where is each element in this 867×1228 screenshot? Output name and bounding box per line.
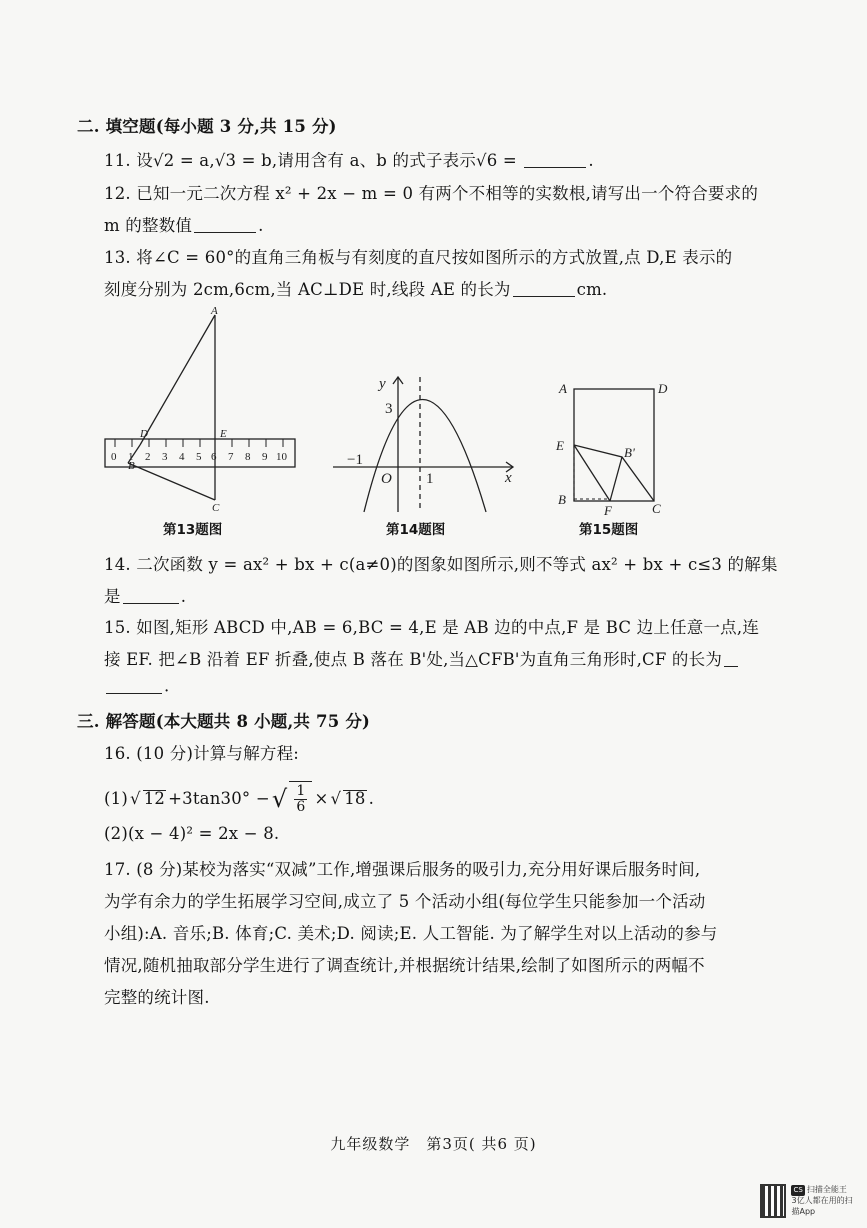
- tick-6: 6: [211, 451, 217, 463]
- fig13-label-a: A: [211, 305, 218, 317]
- segment-fb-prime: [610, 457, 622, 501]
- tick-8: 8: [245, 451, 251, 463]
- scanner-logo: CS: [791, 1185, 804, 1196]
- q16-p1-end: .: [368, 789, 375, 809]
- figure-15: [554, 379, 674, 519]
- tick-9: 9: [262, 451, 268, 463]
- figure-13: [100, 305, 300, 515]
- fraction-numerator: 1: [296, 783, 306, 799]
- question-17-line5: 完整的统计图.: [104, 988, 210, 1007]
- fraction-denominator: 6: [296, 798, 306, 815]
- tick-0: 0: [111, 451, 117, 463]
- question-17-line4: 情况,随机抽取部分学生进行了调查统计,并根据统计结果,绘制了如图所示的两幅不: [104, 956, 705, 975]
- question-15-line3: [104, 676, 169, 696]
- scanner-brand: [791, 1185, 855, 1217]
- q12-end: .: [258, 216, 264, 235]
- times-sign: ×: [314, 789, 329, 809]
- figure-14: [333, 372, 523, 512]
- tick-5: 5: [196, 451, 202, 463]
- question-17-line3: 小组):A. 音乐;B. 体育;C. 美术;D. 阅读;E. 人工智能. 为了解学生对以上活动的参与: [104, 924, 718, 943]
- fig14-label-y: y: [379, 376, 386, 392]
- qr-code-icon: [760, 1184, 786, 1218]
- question-13-line1: 13. 将∠C = 60°的直角三角板与有刻度的直尺按如图所示的方式放置,点 D,E 表示的: [104, 248, 733, 267]
- triangle-side-bc: [128, 463, 215, 500]
- fig13-label-c: C: [212, 502, 220, 514]
- fold-line-eb-c: [574, 445, 654, 501]
- fig13-label-b: B: [128, 460, 135, 472]
- question-14-line2: [104, 583, 186, 607]
- fig13-label-d: D: [140, 428, 148, 440]
- q16-p1-label: (1): [104, 789, 128, 809]
- q15-answer-blank: [106, 676, 162, 694]
- scanner-tagline: 3亿人都在用的扫描App: [791, 1196, 853, 1216]
- sqrt-sign: √: [129, 789, 141, 809]
- q11-text: 11. 设√2 = a,√3 = b,请用含有 a、b 的式子表示√6 =: [104, 151, 523, 170]
- tick-1: 1: [128, 451, 134, 463]
- question-12-line2: [104, 212, 264, 236]
- tick-3: 3: [162, 451, 168, 463]
- section-solve-title: 三. 解答题(本大题共 8 小题,共 75 分): [77, 712, 371, 731]
- fig13-label-e: E: [220, 428, 227, 440]
- question-16-intro: 16. (10 分)计算与解方程:: [104, 744, 300, 763]
- fig15-label-d: D: [658, 381, 668, 396]
- tick-7: 7: [228, 451, 234, 463]
- q15-text2: 接 EF. 把∠B 沿着 EF 折叠,使点 B 落在 B'处,当△CFB'为直角三角形时,CF 的长为: [104, 650, 723, 669]
- q14-end: .: [180, 587, 187, 606]
- fig14-label-o: O: [381, 471, 392, 487]
- fig14-label-neg1: −1: [347, 452, 363, 468]
- question-17-line2: 为学有余力的学生拓展学习空间,成立了 5 个活动小组(每位学生只能参加一个活动: [104, 892, 706, 911]
- q15-answer-blank-start: [724, 650, 738, 668]
- fig14-label-1: 1: [426, 471, 434, 487]
- fig15-label-e: E: [556, 438, 564, 453]
- tick-2: 2: [145, 451, 151, 463]
- scanner-name: 扫描全能王: [806, 1185, 847, 1195]
- fig15-label-a: A: [559, 381, 567, 396]
- fig15-label-f: F: [604, 503, 612, 518]
- fig15-label-b-prime: B': [624, 445, 635, 460]
- question-16-part1: [104, 781, 374, 816]
- figure-13-caption: 第13题图: [163, 522, 223, 538]
- fig15-label-b: B: [558, 492, 566, 507]
- fig14-label-x: x: [505, 470, 512, 486]
- fold-line-ef: [574, 445, 610, 501]
- question-17-line1: 17. (8 分)某校为落实“双减”工作,增强课后服务的吸引力,充分用好课后服务时间,: [104, 860, 701, 879]
- fig14-label-3: 3: [385, 401, 393, 417]
- tick-10: 10: [276, 451, 287, 463]
- question-13-line2: [104, 276, 607, 300]
- q16-p1-mid: +3tan30° −: [168, 789, 270, 809]
- q12-answer-blank: [194, 216, 256, 234]
- question-12-line1: 12. 已知一元二次方程 x² + 2x − m = 0 有两个不相等的实数根,请写出一个符合要求的: [104, 184, 759, 203]
- q14-text2: 是: [104, 587, 121, 606]
- fig15-label-c: C: [652, 501, 661, 516]
- q13-end: cm.: [576, 280, 608, 299]
- q13-text2: 刻度分别为 2cm,6cm,当 AC⊥DE 时,线段 AE 的长为: [104, 280, 511, 299]
- fraction-1-6: [294, 784, 307, 814]
- q11-end: .: [588, 151, 594, 170]
- scanner-watermark: [760, 1183, 855, 1219]
- sqrt-12: 12: [143, 788, 166, 808]
- q14-answer-blank: [123, 587, 179, 605]
- question-15-line1: 15. 如图,矩形 ABCD 中,AB = 6,BC = 4,E 是 AB 边的中点,F 是 BC 边上任意一点,连: [104, 618, 760, 637]
- parabola: [364, 400, 486, 513]
- section-fill-blank-title: 二. 填空题(每小题 3 分,共 15 分): [77, 117, 337, 136]
- q15-end: .: [164, 676, 170, 696]
- question-14-line1: 14. 二次函数 y = ax² + bx + c(a≠0)的图象如图所示,则不等式 ax² + bx + c≤3 的解集: [104, 555, 778, 574]
- sqrt-sign-large: √: [271, 784, 288, 813]
- sqrt-fraction: [289, 781, 312, 816]
- sqrt-18: 18: [344, 788, 366, 808]
- page-footer: 九年级数学 第3页( 共6 页): [330, 1135, 537, 1153]
- q13-answer-blank: [513, 280, 575, 298]
- figure-15-caption: 第15题图: [579, 522, 639, 538]
- q11-answer-blank: [524, 151, 586, 169]
- question-16-part2: (2)(x − 4)² = 2x − 8.: [104, 824, 280, 843]
- sqrt-sign-2: √: [330, 789, 342, 809]
- question-11: [104, 147, 594, 171]
- tick-4: 4: [179, 451, 185, 463]
- q12-text2: m 的整数值: [104, 216, 193, 235]
- question-15-line2: [104, 646, 740, 670]
- triangle-side-ab: [140, 315, 215, 445]
- figure-14-caption: 第14题图: [386, 522, 446, 538]
